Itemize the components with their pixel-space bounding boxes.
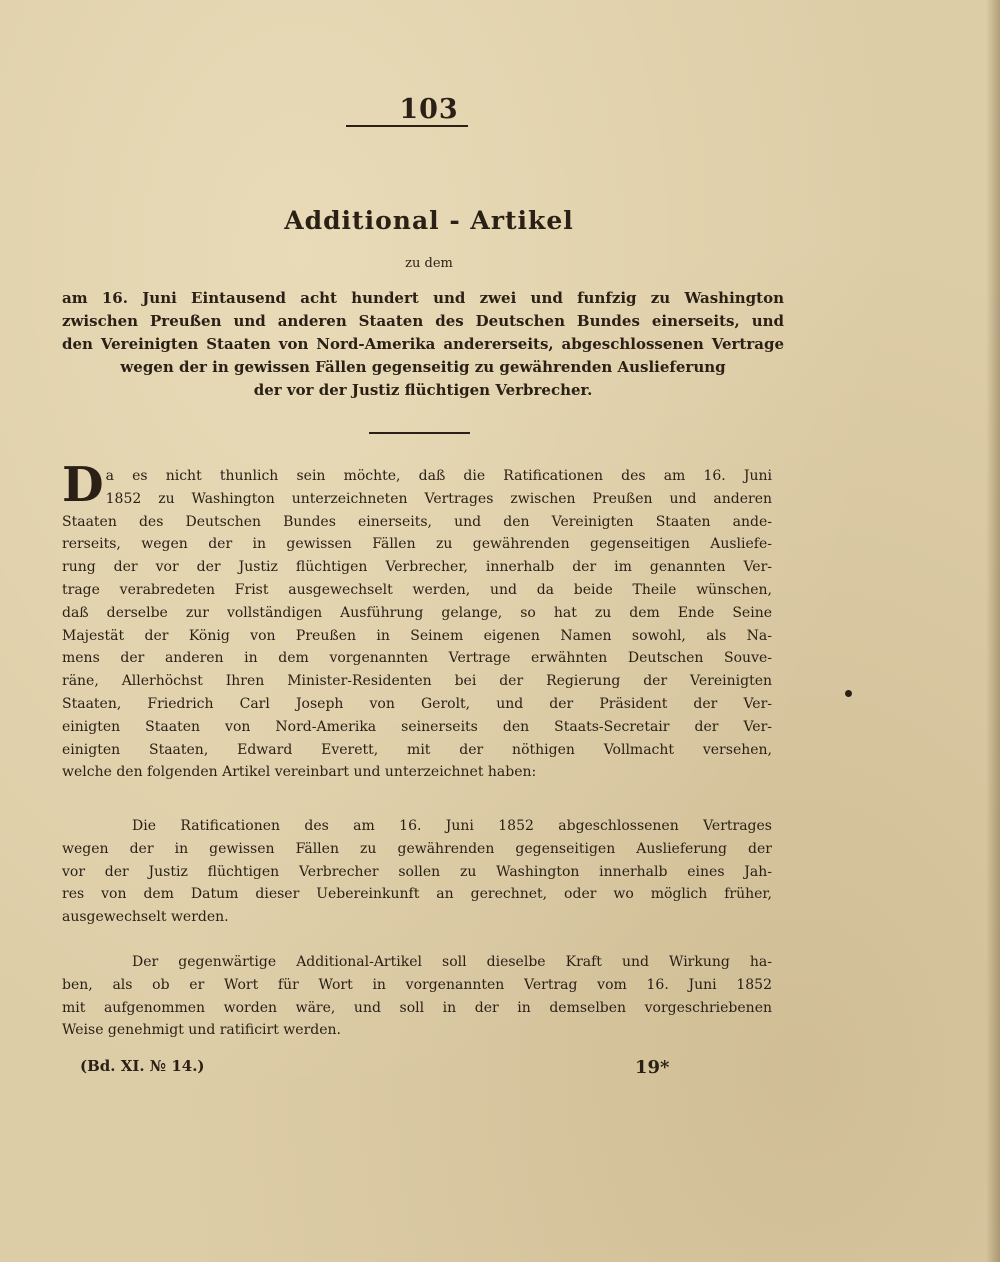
intro-line: den Vereinigten Staaten von Nord-Amerika andererseits, abgeschlossenen Vertrage: [62, 335, 784, 353]
section-rule: [369, 432, 470, 434]
paragraph-line: Staaten des Deutschen Bundes einerseits, und den Vereinigten Staaten ande-: [62, 513, 772, 530]
intro-line: am 16. Juni Eintausend acht hundert und zwei und funfzig zu Washington: [62, 289, 784, 307]
paragraph-line: vor der Justiz flüchtigen Verbrecher sollen zu Washington innerhalb eines Jah-: [62, 863, 772, 880]
paragraph-line: Weise genehmigt und ratificirt werden.: [62, 1022, 341, 1039]
paragraph-line: Majestät der König von Preußen in Seinem eigenen Namen sowohl, als Na-: [62, 627, 772, 644]
paragraph-line: rung der vor der Justiz flüchtigen Verbrecher, innerhalb der im genannten Ver-: [62, 559, 772, 576]
paragraph-effect: [62, 951, 772, 1042]
volume-reference: (Bd. XI. № 14.): [80, 1057, 205, 1075]
paragraph-line: a es nicht thunlich sein möchte, daß die Ratificationen des am 16. Juni: [105, 468, 772, 484]
paragraph-line: daß derselbe zur vollständigen Ausführung gelange, so hat zu dem Ende Seine: [62, 604, 772, 621]
paragraph-line: Staaten, Friedrich Carl Joseph von Gerolt, und der Präsident der Ver-: [62, 695, 772, 712]
header-rule: [346, 125, 468, 127]
paragraph-line: ben, als ob er Wort für Wort in vorgenannten Vertrag vom 16. Juni 1852: [62, 976, 772, 993]
paragraph-line: ausgewechselt werden.: [62, 909, 229, 926]
page-edge-shadow: [986, 0, 1000, 1262]
paragraph-line: trage verabredeten Frist ausgewechselt werden, und da beide Theile wünschen,: [62, 581, 772, 598]
page-number: 103: [399, 94, 459, 125]
paragraph-line: einigten Staaten von Nord-Amerika seinerseits den Staats-Secretair der Ver-: [62, 718, 772, 735]
paragraph-line: mens der anderen in dem vorgenannten Vertrage erwähnten Deutschen Souve-: [62, 650, 772, 667]
paragraph-line: welche den folgenden Artikel vereinbart und unterzeichnet haben:: [62, 764, 537, 781]
document-subtitle: zu dem: [405, 256, 453, 271]
document-title: Additional - Artikel: [284, 206, 574, 235]
paragraph-preamble: [62, 457, 772, 784]
ink-spot: [845, 690, 852, 697]
paragraph-line: räne, Allerhöchst Ihren Minister-Residenten bei der Regierung der Vereinigten: [62, 673, 772, 690]
intro-block: [62, 287, 784, 402]
paragraph-line: res von dem Datum dieser Uebereinkunft an gerechnet, oder wo möglich früher,: [62, 886, 772, 903]
sheet-signature: 19*: [635, 1057, 670, 1078]
paragraph-line: 1852 zu Washington unterzeichneten Vertrages zwischen Preußen und anderen: [105, 490, 772, 507]
paragraph-line: einigten Staaten, Edward Everett, mit der nöthigen Vollmacht versehen,: [62, 741, 772, 758]
dropcap: D: [62, 457, 104, 513]
paragraph-line: Der gegenwärtige Additional-Artikel soll dieselbe Kraft und Wirkung ha-: [132, 954, 772, 970]
paragraph-line: mit aufgenommen worden wäre, und soll in der in demselben vorgeschriebenen: [62, 999, 772, 1016]
paragraph-line: Die Ratificationen des am 16. Juni 1852 abgeschlossenen Vertrages: [132, 818, 772, 834]
paragraph-line: rerseits, wegen der in gewissen Fällen zu gewährenden gegenseitigen Ausliefe-: [62, 536, 772, 553]
paragraph-line: wegen der in gewissen Fällen zu gewährenden gegenseitigen Auslieferung der: [62, 840, 772, 857]
intro-line: zwischen Preußen und anderen Staaten des Deutschen Bundes einerseits, und: [62, 312, 784, 330]
intro-line: wegen der in gewissen Fällen gegenseitig zu gewährenden Auslieferung: [120, 358, 726, 376]
intro-line: der vor der Justiz flüchtigen Verbrecher.: [253, 381, 593, 399]
paragraph-ratification: [62, 815, 772, 929]
